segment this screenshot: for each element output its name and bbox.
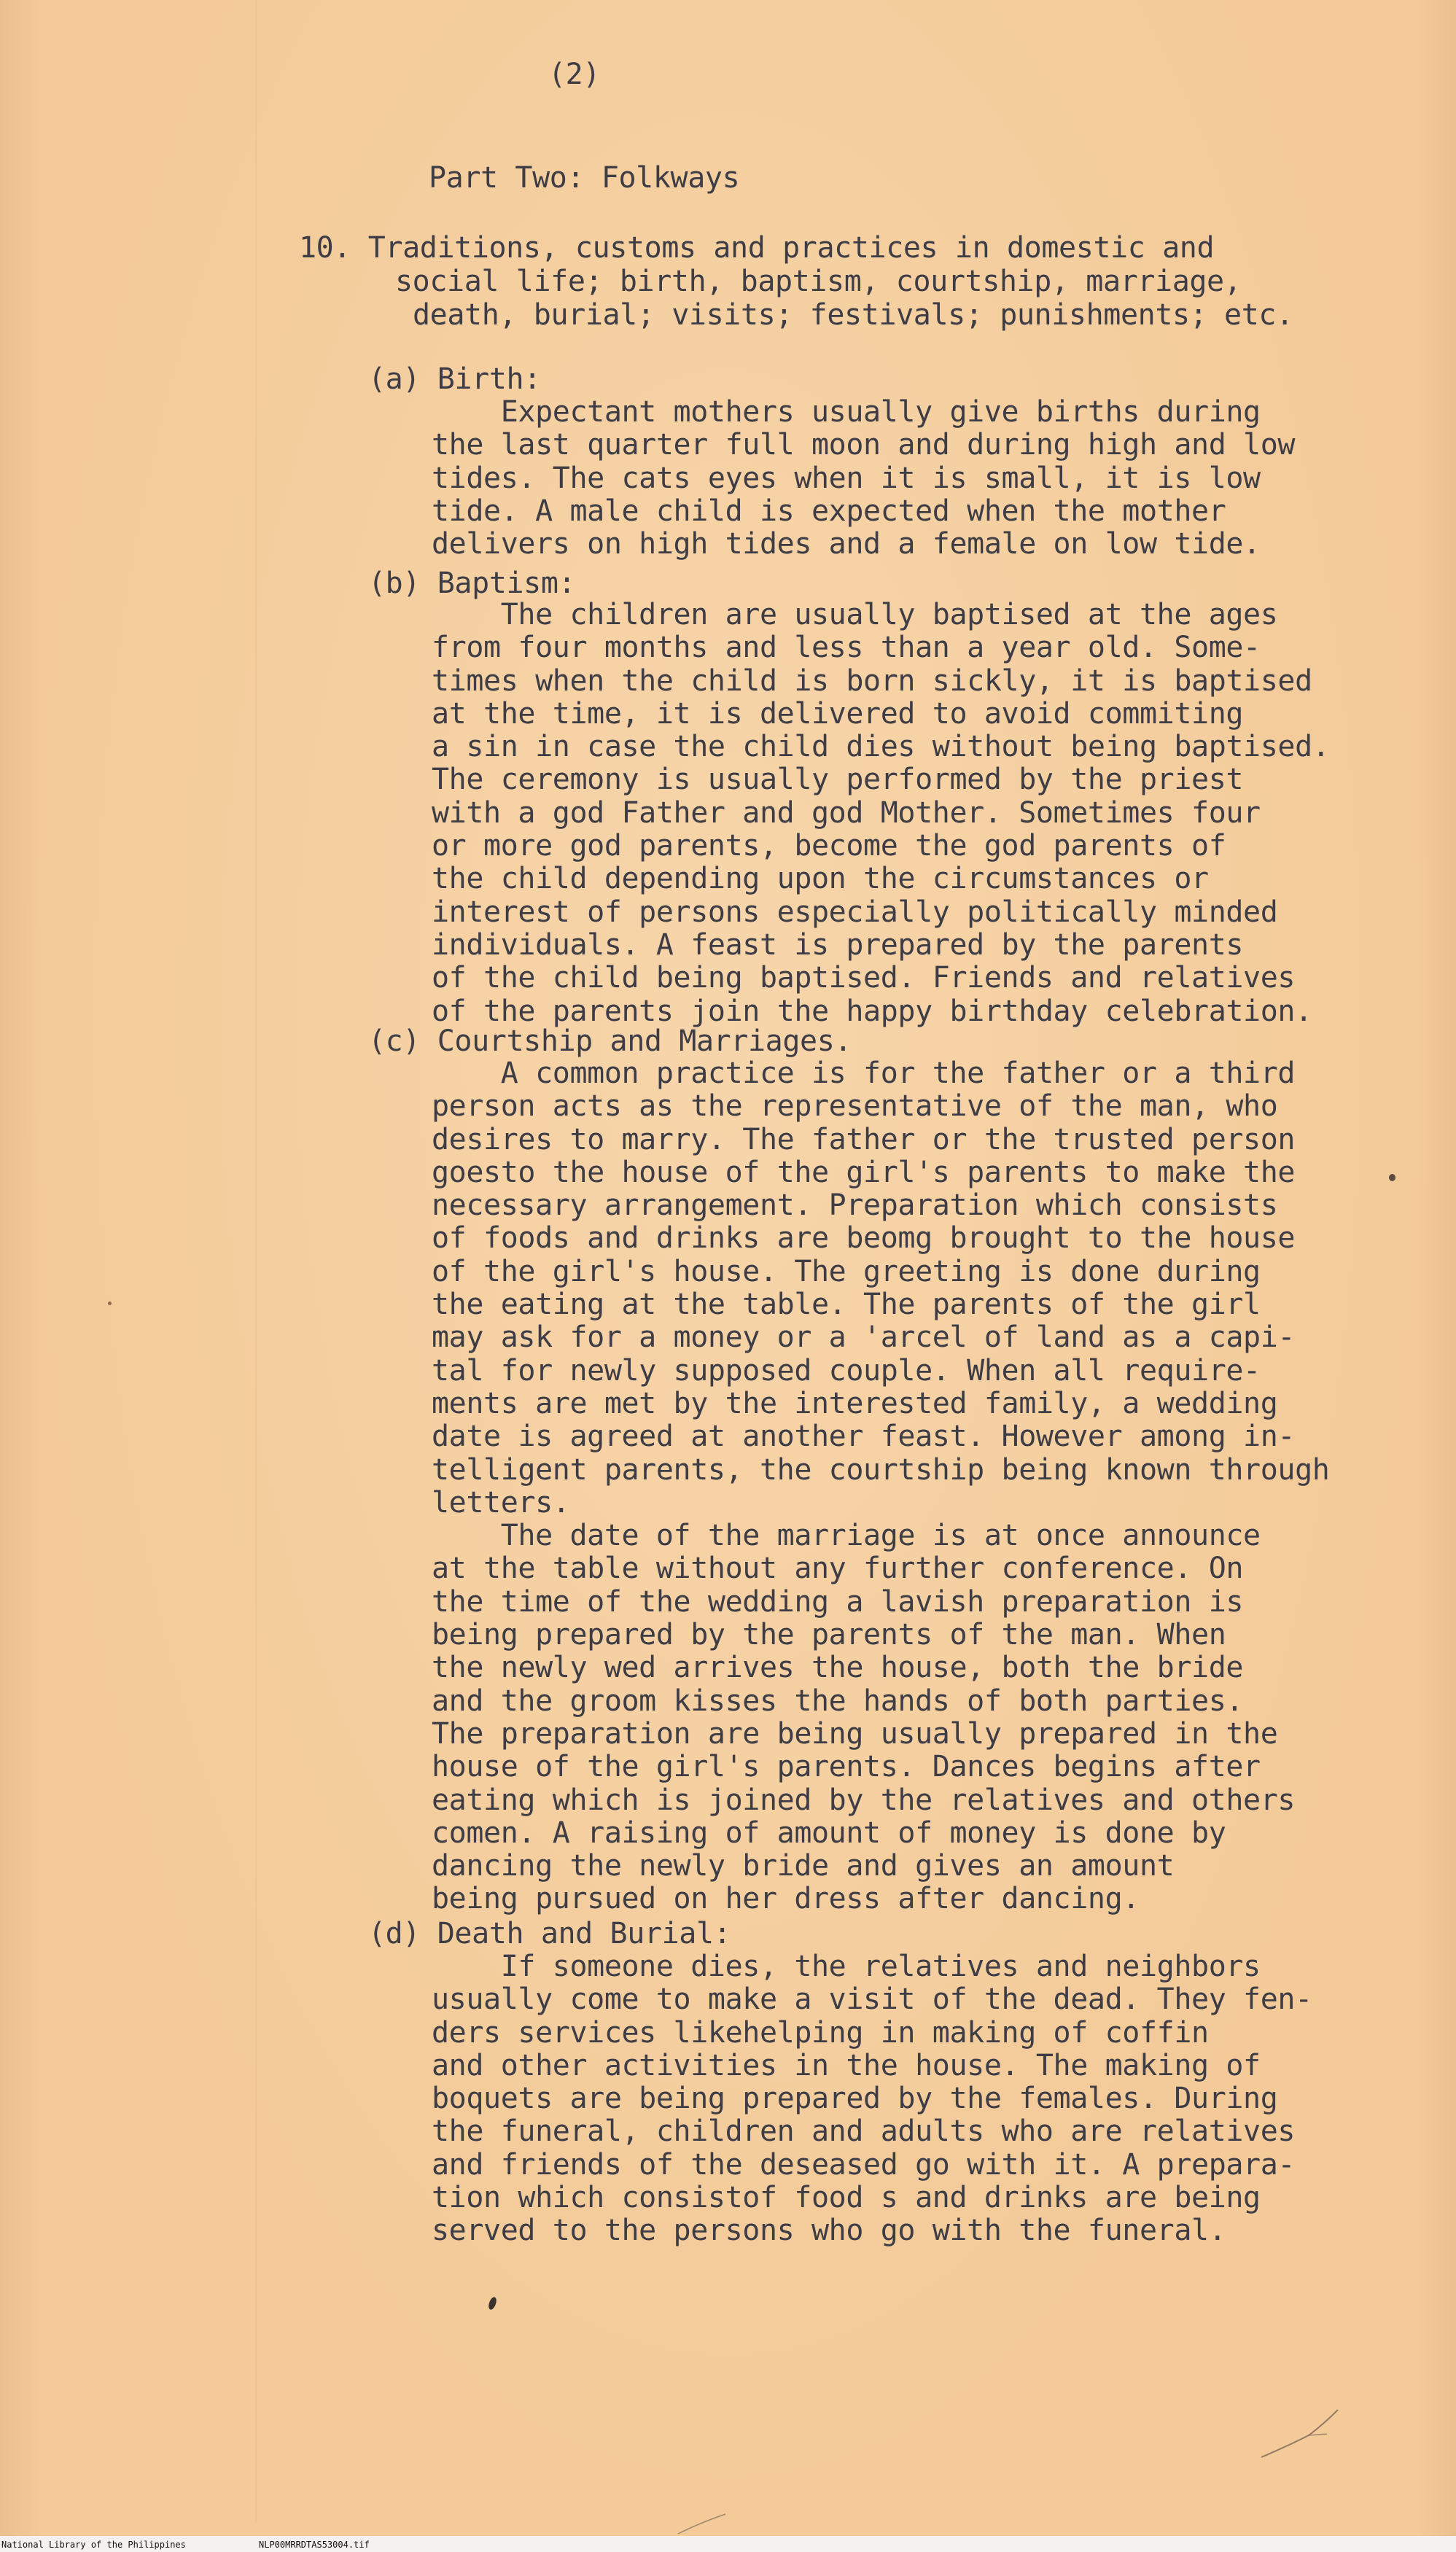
item-10-line-3: death, burial; visits; festivals; punishments; etc. <box>413 298 1293 332</box>
courtship-heading: (c) Courtship and Marriages. <box>368 1024 852 1058</box>
text-line: times when the child is born sickly, it is baptised <box>432 664 1312 698</box>
text-line: tion which consistof food s and drinks are being <box>432 2181 1261 2215</box>
birth-paragraph <box>432 396 1295 561</box>
text-line: dancing the newly bride and gives an amount <box>432 1849 1175 1883</box>
ink-blot <box>487 2296 498 2311</box>
baptism-paragraph <box>432 599 1329 1028</box>
text-line: house of the girl's parents. Dances begins after <box>432 1750 1261 1784</box>
birth-heading: (a) Birth: <box>368 362 541 396</box>
item-10-line-2: social life; birth, baptism, courtship, marriage, <box>395 265 1242 298</box>
text-line: If someone dies, the relatives and neighbors <box>432 1950 1261 1983</box>
text-line: tide. A male child is expected when the mother <box>432 494 1226 528</box>
text-line: desires to marry. The father or the trusted person <box>432 1122 1296 1156</box>
text-line: person acts as the representative of the man, who <box>432 1089 1278 1124</box>
text-line: date is agreed at another feast. However among in- <box>432 1420 1296 1454</box>
text-line: tides. The cats eyes when it is small, it is low <box>432 461 1261 495</box>
text-line: A common practice is for the father or a third <box>432 1057 1296 1090</box>
library-credit: National Library of the Philippines <box>1 2540 186 2550</box>
scan-footer <box>0 2536 1456 2552</box>
text-line: of the girl's house. The greeting is done during <box>432 1254 1261 1288</box>
text-line: or more god parents, become the god parents of <box>432 829 1226 863</box>
text-line: from four months and less than a year old. Some- <box>432 631 1261 665</box>
text-line: ders services likehelping in making of coffin <box>432 2015 1209 2050</box>
text-line: usually come to make a visit of the dead. They fen- <box>432 1983 1312 2017</box>
text-line: the time of the wedding a lavish preparation is <box>432 1584 1244 1619</box>
text-line: letters. <box>432 1485 570 1520</box>
text-line: boquets are being prepared by the females. During <box>432 2082 1278 2116</box>
text-line: the newly wed arrives the house, both the bride <box>432 1651 1244 1685</box>
pen-stroke-mark <box>674 2508 733 2537</box>
text-line: of foods and drinks are beomg brought to the house <box>432 1221 1296 1256</box>
text-line: delivers on high tides and a female on low tide. <box>432 527 1261 561</box>
text-line: at the time, it is delivered to avoid commiting <box>432 696 1244 731</box>
pen-stroke-mark <box>1258 2406 1345 2465</box>
text-line: comen. A raising of amount of money is done by <box>432 1816 1226 1850</box>
text-line: served to the persons who go with the funeral. <box>432 2214 1226 2248</box>
paper-fold-line <box>255 0 257 2523</box>
text-line: with a god Father and god Mother. Sometimes four <box>432 795 1261 830</box>
text-line: at the table without any further conference. On <box>432 1552 1244 1586</box>
death-heading: (d) Death and Burial: <box>368 1917 731 1950</box>
text-line: a sin in case the child dies without being baptised. <box>432 730 1330 764</box>
text-line: of the child being baptised. Friends and relatives <box>432 961 1296 995</box>
text-line: being pursued on her dress after dancing. <box>432 1882 1140 1916</box>
text-line: The children are usually baptised at the ages <box>432 598 1278 631</box>
text-line: being prepared by the parents of the man. When <box>432 1618 1226 1652</box>
text-line: ments are met by the interested family, a wedding <box>432 1386 1278 1420</box>
text-line: the child depending upon the circumstances or <box>432 862 1209 896</box>
death-paragraph <box>432 1950 1312 2248</box>
text-line: may ask for a money or a 'arcel of land as a capi- <box>432 1320 1296 1355</box>
item-10-line-1: 10. Traditions, customs and practices in domestic and <box>299 231 1215 265</box>
margin-dot <box>1389 1174 1395 1181</box>
text-line: eating which is joined by the relatives and others <box>432 1783 1296 1817</box>
text-line: The date of the marriage is at once announce <box>432 1519 1261 1553</box>
text-line: Expectant mothers usually give births during <box>432 395 1261 429</box>
text-line: tal for newly supposed couple. When all require- <box>432 1353 1261 1388</box>
part-heading: Part Two: Folkways <box>429 161 740 195</box>
text-line: The preparation are being usually prepared in the <box>432 1716 1278 1751</box>
text-line: and friends of the deseased go with it. A prepara- <box>432 2147 1296 2182</box>
text-line: telligent parents, the courtship being known through <box>432 1452 1330 1487</box>
text-line: goesto the house of the girl's parents to make the <box>432 1155 1296 1189</box>
text-line: individuals. A feast is prepared by the parents <box>432 927 1244 962</box>
text-line: The ceremony is usually performed by the priest <box>432 763 1244 797</box>
text-line: the eating at the table. The parents of the girl <box>432 1288 1261 1322</box>
baptism-heading: (b) Baptism: <box>368 567 576 600</box>
text-line: necessary arrangement. Preparation which consists <box>432 1189 1278 1223</box>
text-line: and the groom kisses the hands of both parties. <box>432 1684 1244 1718</box>
text-line: the last quarter full moon and during high and low <box>432 428 1296 462</box>
scan-filename: NLP00MRRDTAS53004.tif <box>259 2540 370 2550</box>
text-line: the funeral, children and adults who are relatives <box>432 2115 1296 2149</box>
text-line: and other activities in the house. The making of <box>432 2048 1261 2082</box>
courtship-paragraph <box>432 1057 1329 1916</box>
text-line: of the parents join the happy birthday celebration. <box>432 994 1312 1028</box>
text-line: interest of persons especially politically minded <box>432 895 1278 929</box>
page-number: (2) <box>548 58 601 91</box>
margin-dot-left <box>108 1302 112 1305</box>
